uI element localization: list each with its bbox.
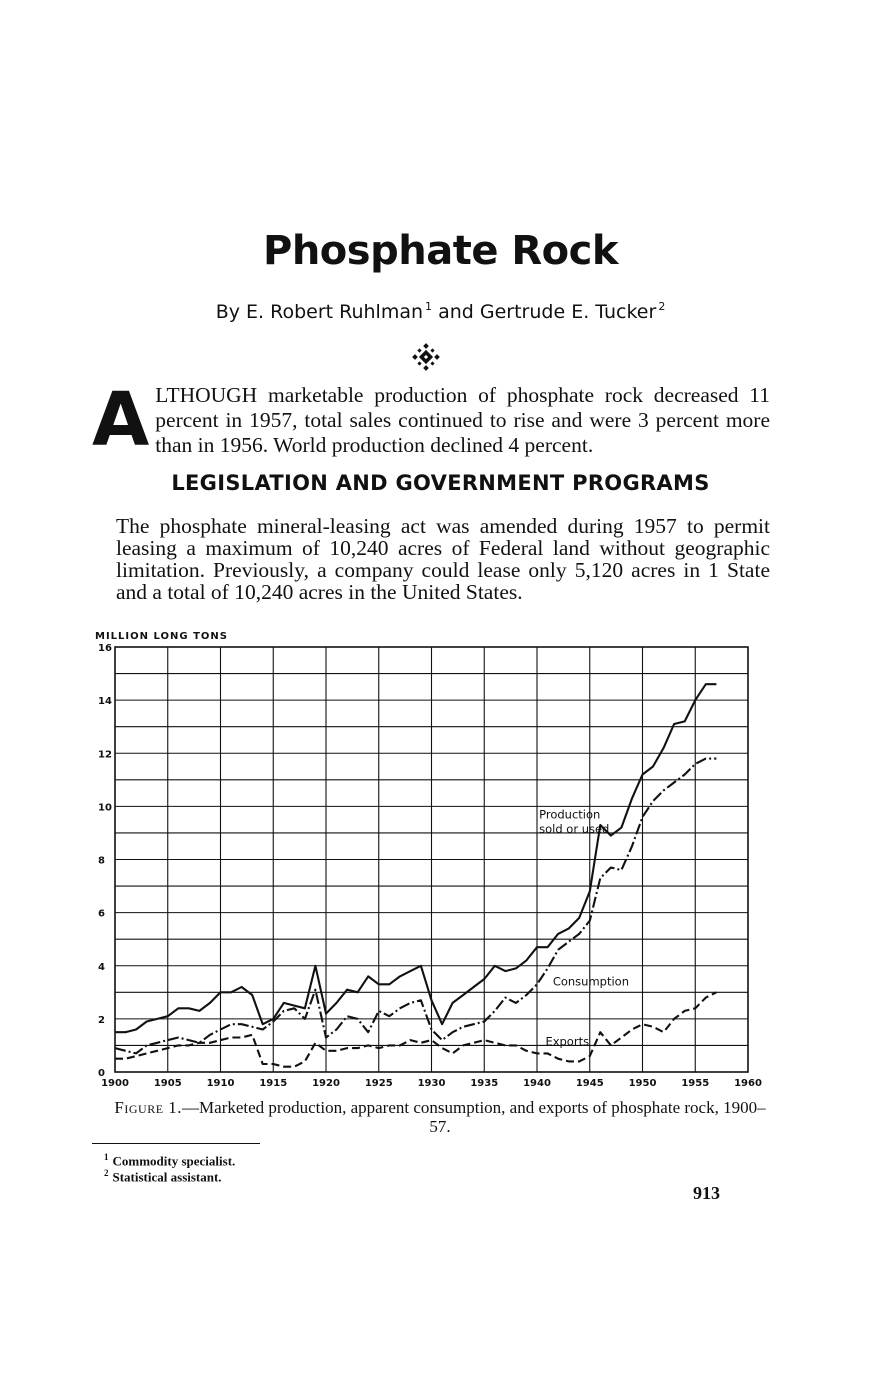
author-1-footnote-mark: 1 bbox=[425, 300, 433, 313]
chart-svg bbox=[90, 630, 770, 1090]
series-line-consumption bbox=[115, 759, 716, 1054]
page-title: Phosphate Rock bbox=[263, 228, 618, 274]
y-tick-label: 2 bbox=[98, 1014, 105, 1026]
footnote-1-text: Commodity specialist. bbox=[112, 1153, 236, 1169]
annotation-exports: Exports bbox=[545, 1034, 590, 1049]
figure-label: Figure 1. bbox=[114, 1098, 183, 1117]
intro-paragraph bbox=[92, 377, 770, 463]
x-tick-label: 1915 bbox=[259, 1078, 288, 1089]
footnote-2-text: Statistical assistant. bbox=[112, 1169, 222, 1185]
x-tick-label: 1925 bbox=[364, 1078, 393, 1089]
footnote-1 bbox=[104, 1151, 404, 1167]
y-tick-label: 12 bbox=[98, 749, 112, 761]
figure-caption bbox=[110, 1098, 770, 1136]
y-tick-label: 6 bbox=[98, 908, 105, 920]
figure-caption-text: —Marketed production, apparent consumption, and exports of phosphate rock, 1900–57. bbox=[182, 1098, 766, 1136]
x-tick-label: 1935 bbox=[470, 1078, 499, 1089]
x-tick-label: 1955 bbox=[681, 1078, 710, 1089]
y-tick-label: 16 bbox=[98, 643, 112, 654]
x-tick-label: 1905 bbox=[153, 1078, 182, 1089]
authors-conjunction: and bbox=[438, 301, 474, 323]
y-tick-label: 8 bbox=[98, 855, 105, 867]
x-tick-label: 1900 bbox=[101, 1078, 129, 1089]
annotation-production-line1: Production bbox=[539, 807, 601, 822]
x-tick-label: 1940 bbox=[523, 1078, 551, 1089]
section-heading: LEGISLATION AND GOVERNMENT PROGRAMS bbox=[171, 471, 710, 495]
author-1: By E. Robert Ruhlman bbox=[215, 301, 424, 323]
x-tick-label: 1950 bbox=[628, 1078, 657, 1089]
ornament-icon bbox=[412, 343, 440, 371]
figure-1-chart bbox=[90, 630, 770, 1090]
page-number: 913 bbox=[693, 1183, 720, 1203]
y-axis-label: MILLION LONG TONS bbox=[95, 631, 228, 642]
footnote-1-mark: 1 bbox=[104, 1152, 109, 1162]
author-2-footnote-mark: 2 bbox=[658, 300, 666, 313]
footnotes bbox=[104, 1151, 404, 1184]
annotation-consumption: Consumption bbox=[552, 974, 629, 989]
footnote-rule bbox=[92, 1143, 260, 1144]
authors-line bbox=[0, 300, 881, 323]
y-tick-label: 0 bbox=[98, 1068, 105, 1079]
x-tick-label: 1910 bbox=[206, 1078, 235, 1089]
drop-cap: A bbox=[92, 377, 150, 463]
author-2: Gertrude E. Tucker bbox=[479, 301, 657, 323]
x-tick-label: 1945 bbox=[575, 1078, 604, 1089]
intro-text: LTHOUGH marketable production of phosphate rock decreased 11 percent in 1957, total sales continued to rise and were 3 percent more than in 1956. World production declined 4 percent. bbox=[155, 383, 770, 457]
footnote-2-mark: 2 bbox=[104, 1168, 109, 1179]
x-tick-label: 1920 bbox=[312, 1078, 340, 1089]
x-tick-label: 1960 bbox=[734, 1078, 762, 1089]
y-tick-label: 4 bbox=[98, 961, 105, 973]
series-line-exports bbox=[115, 992, 716, 1066]
y-tick-label: 14 bbox=[98, 696, 112, 708]
footnote-2 bbox=[104, 1167, 404, 1183]
annotation-production-line2: sold or used bbox=[539, 821, 610, 836]
body-paragraph: The phosphate mineral-leasing act was amended during 1957 to permit leasing a maximum of 10,240 acres of Federal land without geographic limitation. Previously, a company could lease only 5,120 acres in 1 State and a total of 10,240 acres in the United States. bbox=[116, 514, 770, 604]
y-tick-label: 10 bbox=[98, 802, 112, 814]
x-tick-label: 1930 bbox=[417, 1078, 446, 1089]
